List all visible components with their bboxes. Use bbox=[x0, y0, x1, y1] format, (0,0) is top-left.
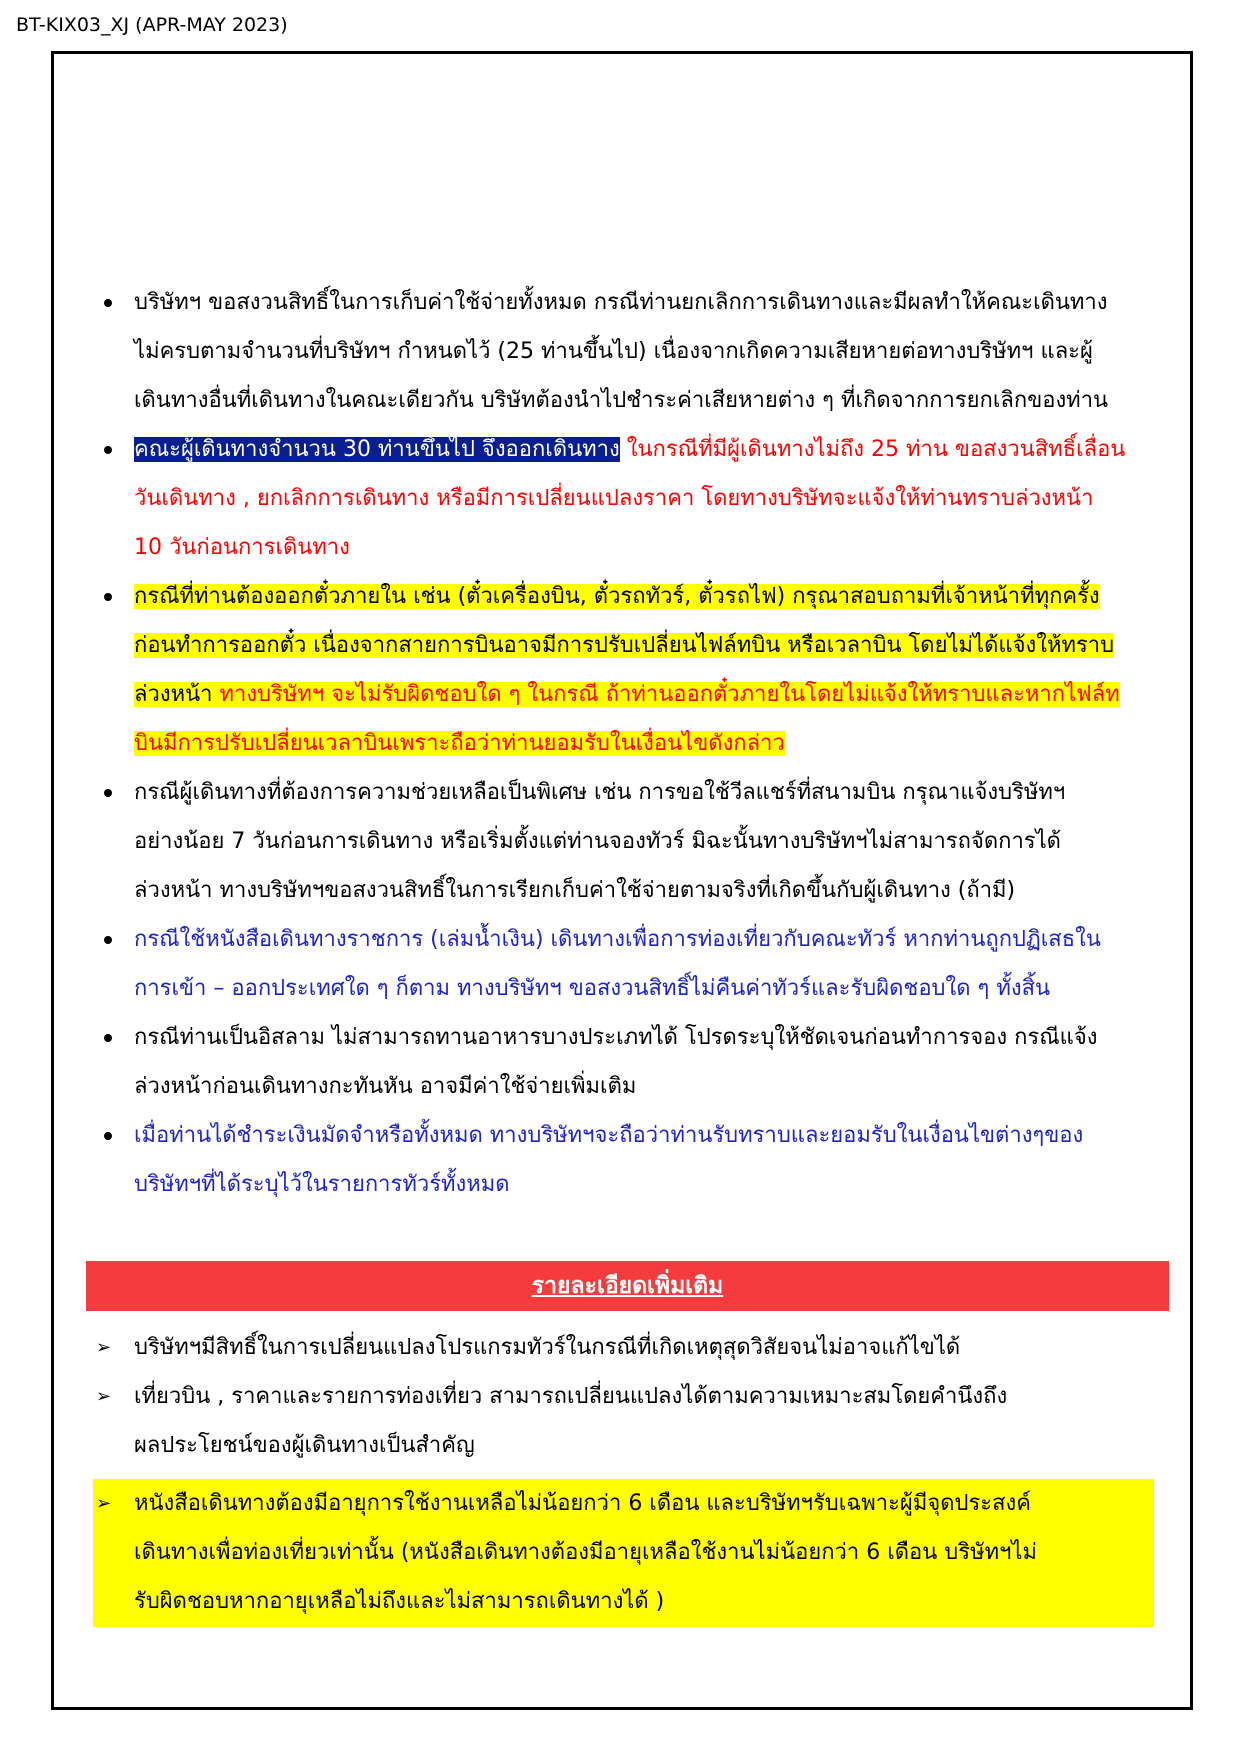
section-title: รายละเอียดเพิ่มเติม bbox=[531, 1273, 724, 1299]
condition-text: ล่วงหน้า ทางบริษัทฯขอสงวนสิทธิ์ในการเรียกเก็บค่าใช้จ่ายตามจริงที่เกิดขึ้นกับผู้เดินทาง (ถ้ามี) bbox=[134, 878, 1016, 903]
condition-text: กรณีใช้หนังสือเดินทางราชการ (เล่มน้ำเงิน) เดินทางเพื่อการท่องเที่ยวกับคณะทัวร์ หากท่านถูกปฏิเสธใน bbox=[134, 927, 1101, 952]
condition-item-cancellation bbox=[84, 278, 1188, 425]
condition-line bbox=[134, 670, 1188, 719]
bullet-dot bbox=[104, 1034, 112, 1042]
condition-item-special-assistance bbox=[84, 768, 1188, 915]
condition-text: 10 วันก่อนการเดินทาง bbox=[134, 535, 350, 560]
condition-item-official-passport bbox=[84, 915, 1188, 1013]
condition-item-payment-acceptance bbox=[84, 1111, 1188, 1209]
condition-line bbox=[134, 572, 1188, 621]
condition-line bbox=[134, 425, 1188, 474]
condition-line bbox=[134, 621, 1188, 670]
bullet-dot bbox=[104, 446, 112, 454]
details-text: บริษัทฯมีสิทธิ์ในการเปลี่ยนแปลงโปรแกรมทัวร์ในกรณีที่เกิดเหตุสุดวิสัยจนไม่อาจแก้ไขได้ bbox=[134, 1335, 961, 1360]
condition-text: อย่างน้อย 7 วันก่อนการเดินทาง หรือเริ่มตั้งแต่ท่านจองทัวร์ มิฉะนั้นทางบริษัทฯไม่สามารถจัดการได้ bbox=[134, 829, 1061, 854]
condition-text: กรณีท่านเป็นอิสลาม ไม่สามารถทานอาหารบางประเภทได้ โปรดระบุให้ชัดเจนก่อนทำการจอง กรณีแจ้ง bbox=[134, 1025, 1098, 1050]
details-item-flights-prices bbox=[96, 1372, 1156, 1470]
bullet-dot bbox=[104, 593, 112, 601]
condition-text: กรณีที่ท่านต้องออกตั๋วภายใน เช่น (ตั๋วเครื่องบิน, ตั๋วรถทัวร์, ตั๋วรถไฟ) กรุณาสอบถามที่เจ้าหน้าที่ทุกครั้ง bbox=[134, 584, 1100, 609]
condition-line bbox=[134, 719, 1188, 768]
condition-item-domestic-tickets bbox=[84, 572, 1188, 768]
details-text: หนังสือเดินทางต้องมีอายุการใช้งานเหลือไม่น้อยกว่า 6 เดือน และบริษัทฯรับเฉพาะผู้มีจุดประสงค์ bbox=[134, 1491, 1031, 1516]
details-item-passport-validity bbox=[96, 1479, 1156, 1626]
details-text: เที่ยวบิน , ราคาและรายการท่องเที่ยว สามารถเปลี่ยนแปลงได้ตามความเหมาะสมโดยคำนึงถึง bbox=[134, 1384, 1008, 1409]
condition-text: บินมีการปรับเปลี่ยนเวลาบินเพราะถือว่าท่านยอมรับในเงื่อนไขดังกล่าว bbox=[134, 731, 785, 756]
details-text: เดินทางเพื่อท่องเที่ยวเท่านั้น (หนังสือเดินทางต้องมีอายุเหลือใช้งานไม่น้อยกว่า 6 เดือน บริษัทฯไม่ bbox=[134, 1540, 1037, 1565]
condition-text: ทางบริษัทฯ จะไม่รับผิดชอบใด ๆ ในกรณี ถ้าท่านออกตั๋วภายในโดยไม่แจ้งให้ทราบและหากไฟล์ท bbox=[219, 682, 1120, 707]
condition-text: เดินทางอื่นที่เดินทางในคณะเดียวกัน บริษัทต้องนำไปชำระค่าเสียหายต่าง ๆ ที่เกิดจากการยกเลิกของท่าน bbox=[134, 388, 1109, 413]
details-list bbox=[96, 1323, 1156, 1470]
bullet-dot bbox=[104, 1132, 112, 1140]
condition-text: เมื่อท่านได้ชำระเงินมัดจำหรือทั้งหมด ทางบริษัทฯจะถือว่าท่านรับทราบและยอมรับในเงื่อนไขต่างๆของ bbox=[134, 1123, 1084, 1148]
arrow-bullet-icon: ➢ bbox=[96, 1386, 112, 1407]
details-text: ผลประโยชน์ของผู้เดินทางเป็นสำคัญ bbox=[134, 1433, 475, 1458]
condition-item-muslim-food bbox=[84, 1013, 1188, 1111]
condition-text: กรณีผู้เดินทางที่ต้องการความช่วยเหลือเป็นพิเศษ เช่น การขอใช้วีลแชร์ที่สนามบิน กรุณาแจ้งบริษัทฯ bbox=[134, 780, 1066, 805]
condition-text: บริษัทฯ ขอสงวนสิทธิ์ในการเก็บค่าใช้จ่ายทั้งหมด กรณีท่านยกเลิกการเดินทางและมีผลทำให้คณะเดินทาง bbox=[134, 290, 1108, 315]
condition-text: ไม่ครบตามจำนวนที่บริษัทฯ กำหนดไว้ (25 ท่านขึ้นไป) เนื่องจากเกิดความเสียหายต่อทางบริษัทฯ และผู้ bbox=[134, 339, 1093, 364]
arrow-bullet-icon: ➢ bbox=[96, 1337, 112, 1358]
condition-text: บริษัทฯที่ได้ระบุไว้ในรายการทัวร์ทั้งหมด bbox=[134, 1172, 510, 1197]
condition-text: ล่วงหน้า bbox=[134, 682, 220, 707]
bullet-dot bbox=[104, 299, 112, 307]
condition-text: ก่อนทำการออกตั๋ว เนื่องจากสายการบินอาจมีการปรับเปลี่ยนไฟล์ทบิน หรือเวลาบิน โดยไม่ได้แจ้งให้ทราบ bbox=[134, 633, 1115, 658]
condition-text: ล่วงหน้าก่อนเดินทางกะทันหัน อาจมีค่าใช้จ่ายเพิ่มเติม bbox=[134, 1074, 637, 1099]
details-list-passport bbox=[96, 1479, 1156, 1626]
bullet-dot bbox=[104, 936, 112, 944]
details-text: รับผิดชอบหากอายุเหลือไม่ถึงและไม่สามารถเดินทางได้ ) bbox=[134, 1589, 665, 1614]
conditions-list bbox=[84, 278, 1188, 1209]
document-code: BT-KIX03_XJ (APR-MAY 2023) bbox=[16, 14, 288, 36]
condition-text: การเข้า – ออกประเทศใด ๆ ก็ตาม ทางบริษัทฯ ขอสงวนสิทธิ์ไม่คืนค่าทัวร์และรับผิดชอบใด ๆ ทั้งสิ้น bbox=[134, 976, 1051, 1001]
bullet-dot bbox=[104, 789, 112, 797]
group-size-highlight: คณะผู้เดินทางจำนวน 30 ท่านขึ้นไป จึงออกเดินทาง bbox=[134, 437, 620, 462]
condition-item-group-size bbox=[84, 425, 1188, 572]
arrow-bullet-icon: ➢ bbox=[96, 1493, 112, 1514]
condition-text: วันเดินทาง , ยกเลิกการเดินทาง หรือมีการเปลี่ยนแปลงราคา โดยทางบริษัทจะแจ้งให้ท่านทราบล่วงหน้า bbox=[134, 486, 1094, 511]
details-item-program-change bbox=[96, 1323, 1156, 1372]
section-header-details bbox=[86, 1261, 1169, 1311]
condition-text: ในกรณีที่มีผู้เดินทางไม่ถึง 25 ท่าน ขอสงวนสิทธิ์เลื่อน bbox=[619, 437, 1126, 462]
